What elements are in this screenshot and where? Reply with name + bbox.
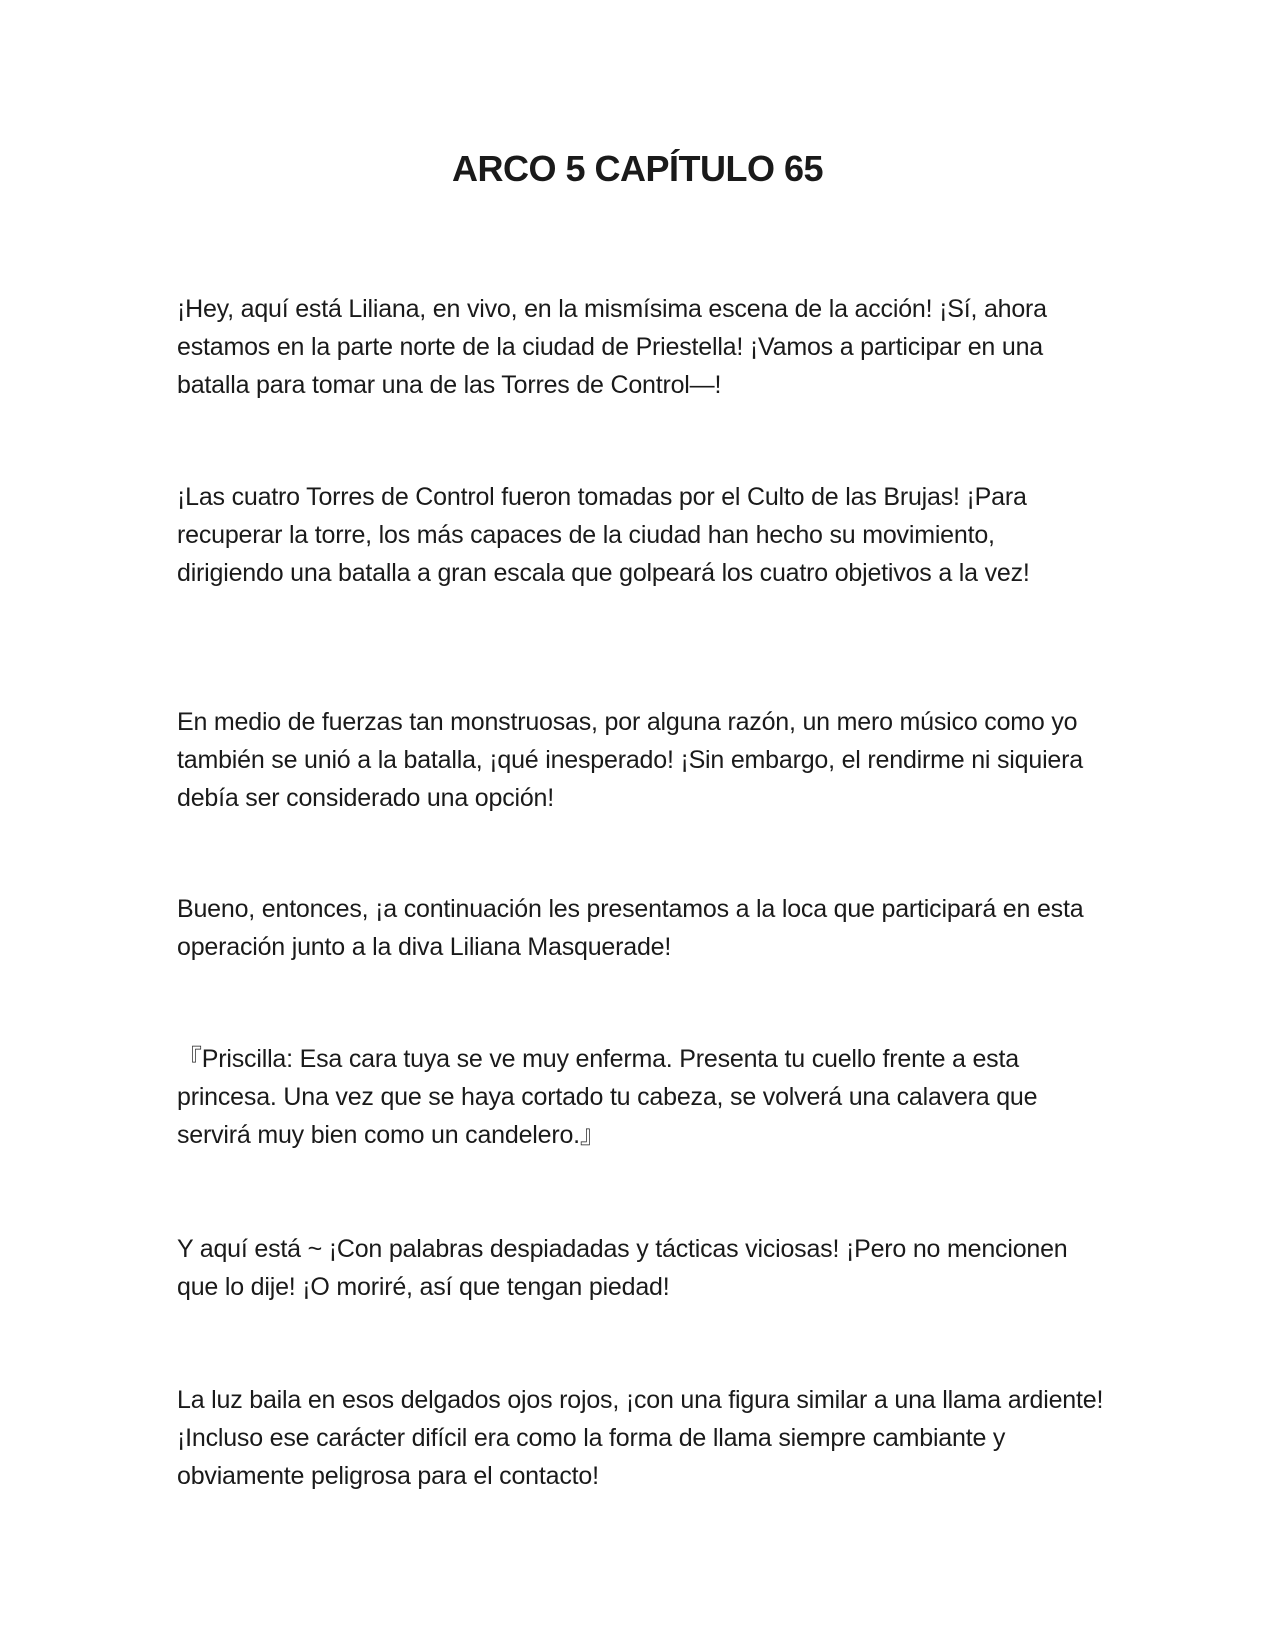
paragraph-7: La luz baila en esos delgados ojos rojos, ¡con una figura similar a una llama ardiente! ¡Incluso ese carácter difícil era como la forma de llama siempre cambiante y obviamente peligrosa para el contacto!: [177, 1386, 1104, 1490]
paragraph-6: Y aquí está ~ ¡Con palabras despiadadas y tácticas viciosas! ¡Pero no mencionen que lo dije! ¡O moriré, así que tengan piedad!: [177, 1235, 1068, 1301]
paragraph-1: ¡Hey, aquí está Liliana, en vivo, en la mismísima escena de la acción! ¡Sí, ahora estamos en la parte norte de la ciudad de Priestella! ¡Vamos a participar en una batalla para tomar una de las Torres de Control—!: [177, 295, 1047, 399]
paragraph-3: En medio de fuerzas tan monstruosas, por alguna razón, un mero músico como yo también se unió a la batalla, ¡qué inesperado! ¡Sin embargo, el rendirme ni siquiera debía ser considerado una opción!: [177, 708, 1083, 812]
paragraph-5-quote: 『Priscilla: Esa cara tuya se ve muy enferma. Presenta tu cuello frente a esta princesa. Una vez que se haya cortado tu cabeza, se volverá una calavera que servirá muy bien como un candelero.』: [177, 1045, 1038, 1149]
page-title: ARCO 5 CAPÍTULO 65: [451, 148, 824, 189]
paragraph-4: Bueno, entonces, ¡a continuación les presentamos a la loca que participará en esta operación junto a la diva Liliana Masquerade!: [177, 895, 1084, 961]
paragraph-2: ¡Las cuatro Torres de Control fueron tomadas por el Culto de las Brujas! ¡Para recuperar la torre, los más capaces de la ciudad han hecho su movimiento, dirigiendo una batalla a gran escala que golpeará los cuatro objetivos a la vez!: [177, 483, 1030, 587]
